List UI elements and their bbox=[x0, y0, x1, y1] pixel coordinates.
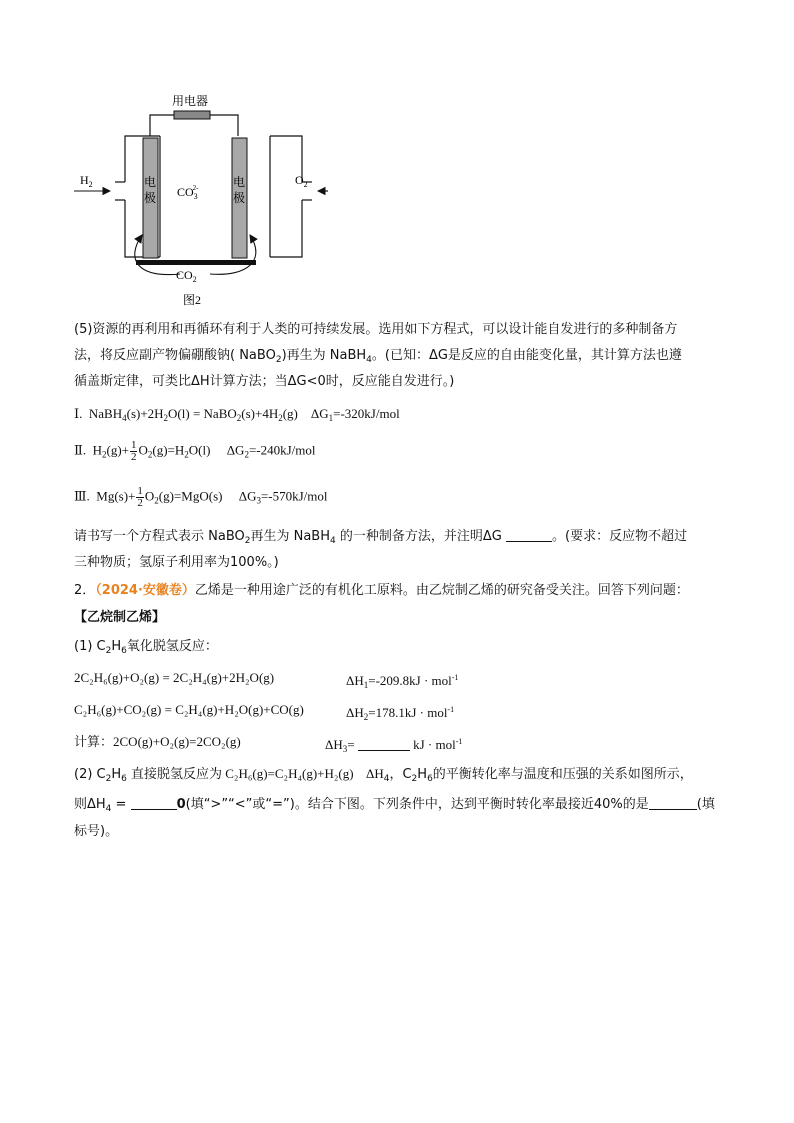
figure-caption: 图2 bbox=[183, 293, 202, 307]
carbonate-label: $CO_32-$ bbox=[177, 184, 199, 201]
q5-line2: 法，将反应副产物偏硼酸钠( NaBO$_2$)再生为 NaBH$_4$。(已知：ΔG是反应的自由能变化量，其计算方法也遵 bbox=[74, 348, 682, 365]
electrode-right-char2: 极 bbox=[233, 191, 246, 205]
equation-1: Ⅰ. $NaBH_4(s)+2H_2O(l)$ = $NaBO_2(s)+4H_2(g)$ $\Delta G_1=-320kJ$/mol bbox=[74, 406, 400, 423]
q2-part1-title: (1) $C_2H_6$氧化脱氢反应： bbox=[74, 639, 218, 656]
equation-2: Ⅱ. $H_2(g)+$ $\frac{1}{2}$ $O_2(g)=H_2O(l)$ $\Delta G_2=-240kJ$/mol bbox=[74, 439, 316, 463]
calc-dh: $\Delta H_3=$ kJ · mol$^{-1}$ bbox=[325, 737, 463, 754]
base-plate bbox=[136, 260, 256, 265]
fuel-cell-diagram bbox=[70, 92, 335, 310]
q2-part2-line3: 标号)。 bbox=[74, 824, 119, 839]
q5-line1: (5)资源的再利用和再循环有利于人类的可持续发展。选用如下方程式，可以设计能自发进行的多种制备方 bbox=[74, 322, 678, 337]
cell-outline-right bbox=[270, 136, 302, 257]
source-tag: （2024·安徽卷） bbox=[95, 583, 195, 598]
q2-part2-line1: (2) $C_2H_6$ 直接脱氢反应为 C₂H₆(g)=C₂H₄(g)+H₂(g) $\Delta H_4$，$C_2H_6$的平衡转化率与温度和压强的关系如图所示， bbox=[74, 766, 693, 784]
electrode-left-char2: 极 bbox=[144, 191, 157, 205]
answer-blank-dh3[interactable] bbox=[358, 738, 410, 751]
section-heading: 【乙烷制乙烯】 bbox=[74, 610, 166, 625]
co2-label: $CO_2$ bbox=[176, 268, 197, 284]
reaction-1-dh: $\Delta H_1=-209.8kJ \cdot mol^{-1}$ bbox=[346, 673, 459, 690]
fraction-half: $\frac{1}{2}$ bbox=[137, 485, 143, 509]
q5-line3: 循盖斯定律，可类比ΔH计算方法；当ΔG<0时，反应能自发进行。) bbox=[74, 374, 455, 389]
answer-blank-dh4[interactable] bbox=[131, 797, 177, 810]
q5-ask-line1: 请书写一个方程式表示 NaBO$_2$再生为 NaBH$_4$ 的一种制备方法，并注明ΔG 。(要求：反应物不超过 bbox=[74, 529, 688, 546]
equation-3: Ⅲ. Mg(s)+ $\frac{1}{2}$ $O_2(g)=MgO(s)$ $\Delta G_3=-570kJ$/mol bbox=[74, 485, 328, 509]
o2-label: $O_2$ bbox=[295, 173, 308, 189]
q5-ask-line2: 三种物质；氢原子利用率为100%。) bbox=[74, 555, 279, 570]
reaction-2-dh: $\Delta H_2=178.1kJ \cdot mol^{-1}$ bbox=[346, 705, 455, 722]
fraction-half: $\frac{1}{2}$ bbox=[130, 439, 137, 463]
calc-line: 计算：2CO(g)+O₂(g)=2CO₂(g) bbox=[74, 734, 241, 750]
reaction-2: C₂H₆(g)+CO₂(g) = C₂H₄(g)+H₂O(g)+CO(g) bbox=[74, 702, 304, 717]
device-label: 用电器 bbox=[172, 94, 209, 108]
q2-intro: 2．（2024·安徽卷）乙烯是一种用途广泛的有机化工原料。由乙烷制乙烯的研究备受关注。回答下列问题： bbox=[74, 583, 689, 598]
h2-label: $H_2$ bbox=[80, 173, 93, 189]
reaction-1: 2C₂H₆(g)+O₂(g) = 2C₂H₄(g)+2H₂O(g) bbox=[74, 670, 275, 685]
answer-blank-dg[interactable] bbox=[506, 529, 552, 542]
answer-blank-condition[interactable] bbox=[649, 797, 697, 810]
device-resistor bbox=[174, 111, 210, 119]
electrode-left-char1: 电 bbox=[144, 175, 157, 189]
electrode-right-char1: 电 bbox=[233, 175, 246, 189]
q2-part2-line2: 则$\Delta H_4 = 0$(填“>”“<”或“=”)。结合下图。下列条件中，达到平衡时转化率最接近40%的是 (填 bbox=[74, 797, 715, 814]
